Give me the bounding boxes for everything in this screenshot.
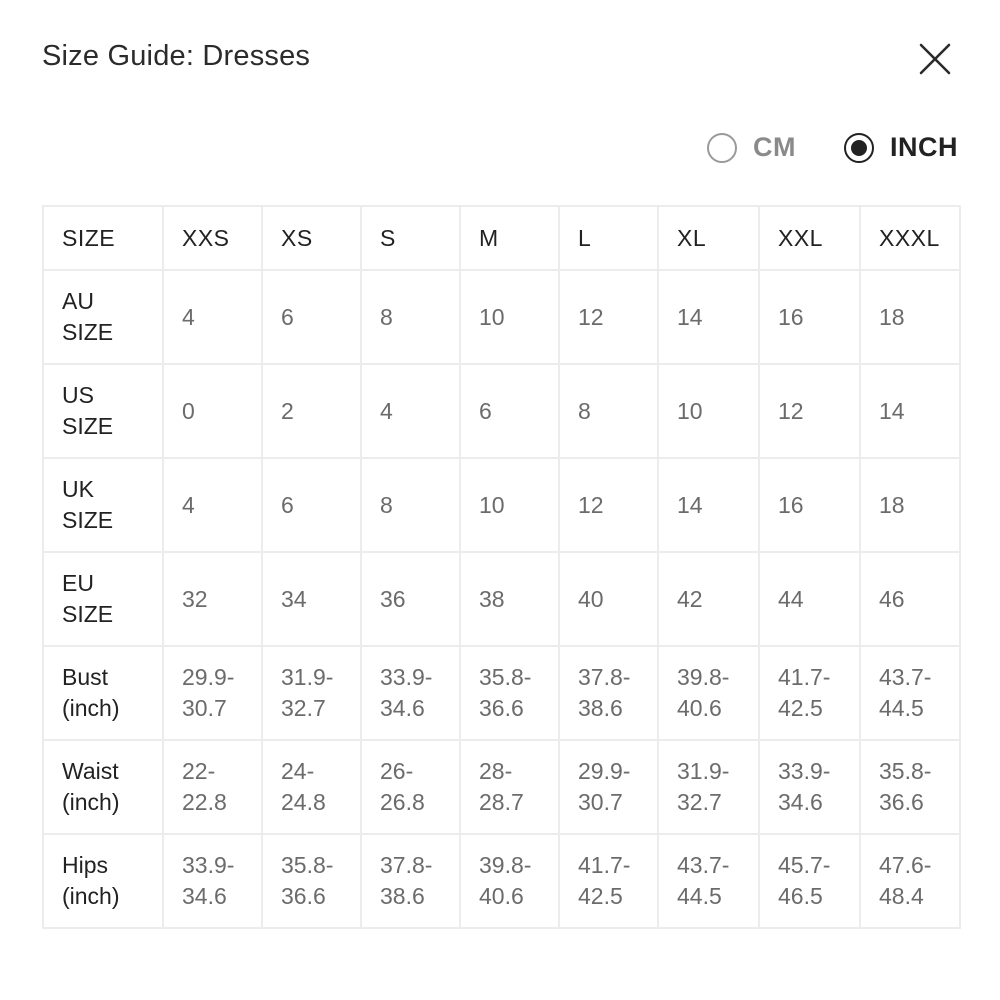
unit-option-cm[interactable]	[707, 132, 796, 163]
cell-value-line: 35.8-	[879, 758, 932, 784]
cell-value-line: 41.7-	[578, 852, 631, 878]
cell-value-line: 0	[182, 397, 195, 424]
table-cell	[361, 552, 460, 646]
cell-value-line: 26.8	[380, 789, 425, 815]
row-label-cell	[43, 646, 163, 740]
cell-value-line: 42	[677, 585, 703, 612]
row-label-line: Hips	[62, 852, 109, 878]
table-cell	[759, 740, 860, 834]
cm-label: CM	[753, 132, 796, 162]
table-cell	[559, 646, 658, 740]
modal-title: Size Guide: Dresses	[42, 40, 311, 72]
header-cell: L	[559, 206, 658, 270]
table-cell	[559, 552, 658, 646]
cell-value-line: 35.8-	[479, 664, 532, 690]
table-cell	[559, 834, 658, 928]
table-cell	[658, 364, 759, 458]
cell-value-line: 46	[879, 585, 905, 612]
cell-value-line: 12	[778, 397, 804, 424]
table-cell	[262, 834, 361, 928]
row-label-cell	[43, 740, 163, 834]
row-label-line: (inch)	[62, 789, 120, 815]
table-cell	[460, 270, 559, 364]
cell-value-line: 44.5	[677, 883, 722, 909]
close-button[interactable]	[912, 36, 958, 82]
table-cell	[860, 646, 960, 740]
table-row	[43, 364, 960, 458]
table-cell	[658, 270, 759, 364]
cell-value-line: 41.7-	[778, 664, 831, 690]
row-label-line: Bust	[62, 664, 109, 690]
table-cell	[262, 646, 361, 740]
size-table	[42, 205, 961, 929]
cell-value-line: 37.8-	[578, 664, 631, 690]
row-label-cell	[43, 364, 163, 458]
row-label-line: SIZE	[62, 319, 114, 345]
cell-value-line: 42.5	[778, 695, 823, 721]
table-cell	[759, 458, 860, 552]
table-cell	[262, 270, 361, 364]
cell-value-line: 2	[281, 397, 294, 424]
table-row	[43, 834, 960, 928]
header-cell: XL	[658, 206, 759, 270]
cell-value-line: 46.5	[778, 883, 823, 909]
header-cell: XXXL	[860, 206, 960, 270]
row-label-cell	[43, 270, 163, 364]
table-cell	[361, 364, 460, 458]
close-icon	[912, 36, 958, 82]
table-cell	[658, 552, 759, 646]
header-cell-size: SIZE	[43, 206, 163, 270]
table-cell	[361, 646, 460, 740]
row-label-line: UK	[62, 476, 94, 502]
cell-value-line: 34	[281, 585, 307, 612]
cell-value-line: 4	[182, 491, 195, 518]
cell-value-line: 33.9-	[380, 664, 433, 690]
table-cell	[262, 364, 361, 458]
cell-value-line: 26-	[380, 758, 414, 784]
cell-value-line: 16	[778, 303, 804, 330]
cell-value-line: 39.8-	[677, 664, 730, 690]
row-label-line: Waist	[62, 758, 119, 784]
cell-value-line: 42.5	[578, 883, 623, 909]
table-cell	[163, 646, 262, 740]
table-cell	[163, 364, 262, 458]
table-cell	[658, 834, 759, 928]
row-label-line: US	[62, 382, 94, 408]
cell-value-line: 34.6	[380, 695, 425, 721]
cell-value-line: 35.8-	[281, 852, 334, 878]
table-cell	[860, 740, 960, 834]
cell-value-line: 14	[677, 303, 703, 330]
table-cell	[559, 740, 658, 834]
row-label-line: EU	[62, 570, 94, 596]
cell-value-line: 18	[879, 303, 905, 330]
cell-value-line: 32.7	[281, 695, 326, 721]
table-cell	[361, 270, 460, 364]
cell-value-line: 14	[677, 491, 703, 518]
cell-value-line: 24-	[281, 758, 315, 784]
cell-value-line: 33.9-	[778, 758, 831, 784]
table-cell	[860, 834, 960, 928]
cell-value-line: 36.6	[281, 883, 326, 909]
table-cell	[361, 740, 460, 834]
cell-value-line: 36.6	[479, 695, 524, 721]
cell-value-line: 43.7-	[879, 664, 932, 690]
cell-value-line: 37.8-	[380, 852, 433, 878]
cell-value-line: 6	[479, 397, 492, 424]
table-cell	[361, 458, 460, 552]
cell-value-line: 4	[182, 303, 195, 330]
cell-value-line: 32.7	[677, 789, 722, 815]
cell-value-line: 4	[380, 397, 393, 424]
cell-value-line: 44.5	[879, 695, 924, 721]
table-cell	[361, 834, 460, 928]
cell-value-line: 22.8	[182, 789, 227, 815]
header-cell: XXS	[163, 206, 262, 270]
header-cell: M	[460, 206, 559, 270]
cell-value-line: 30.7	[578, 789, 623, 815]
header-cell: S	[361, 206, 460, 270]
row-label-line: SIZE	[62, 413, 114, 439]
table-cell	[262, 552, 361, 646]
cell-value-line: 28.7	[479, 789, 524, 815]
cell-value-line: 38.6	[578, 695, 623, 721]
cell-value-line: 10	[479, 303, 505, 330]
table-cell	[262, 458, 361, 552]
table-cell	[460, 834, 559, 928]
table-cell	[759, 364, 860, 458]
cell-value-line: 40.6	[479, 883, 524, 909]
cell-value-line: 31.9-	[677, 758, 730, 784]
table-cell	[460, 646, 559, 740]
table-cell	[759, 834, 860, 928]
cell-value-line: 36.6	[879, 789, 924, 815]
table-cell	[460, 740, 559, 834]
cell-value-line: 6	[281, 491, 294, 518]
table-cell	[559, 270, 658, 364]
table-row	[43, 552, 960, 646]
cell-value-line: 38.6	[380, 883, 425, 909]
row-label-cell	[43, 552, 163, 646]
cell-value-line: 31.9-	[281, 664, 334, 690]
table-cell	[460, 552, 559, 646]
table-cell	[559, 364, 658, 458]
cell-value-line: 47.6-	[879, 852, 932, 878]
inch-radio[interactable]	[844, 133, 874, 163]
table-cell	[163, 552, 262, 646]
header-cell: XS	[262, 206, 361, 270]
table-cell	[658, 458, 759, 552]
cell-value-line: 34.6	[778, 789, 823, 815]
cell-value-line: 33.9-	[182, 852, 235, 878]
cell-value-line: 40.6	[677, 695, 722, 721]
table-row	[43, 740, 960, 834]
cell-value-line: 16	[778, 491, 804, 518]
cell-value-line: 28-	[479, 758, 513, 784]
cell-value-line: 30.7	[182, 695, 227, 721]
table-cell	[460, 364, 559, 458]
table-cell	[759, 270, 860, 364]
table-cell	[658, 740, 759, 834]
table-row	[43, 458, 960, 552]
cell-value-line: 39.8-	[479, 852, 532, 878]
cm-radio[interactable]	[707, 133, 737, 163]
cell-value-line: 38	[479, 585, 505, 612]
table-cell	[163, 834, 262, 928]
cell-value-line: 48.4	[879, 883, 924, 909]
table-cell	[163, 740, 262, 834]
cell-value-line: 34.6	[182, 883, 227, 909]
table-cell	[658, 646, 759, 740]
table-cell	[163, 458, 262, 552]
table-body	[43, 206, 960, 928]
table-cell	[163, 270, 262, 364]
cell-value-line: 12	[578, 303, 604, 330]
table-header-row	[43, 206, 960, 270]
inch-label: INCH	[890, 132, 958, 162]
row-label-line: (inch)	[62, 695, 120, 721]
unit-option-inch[interactable]	[844, 132, 958, 163]
cell-value-line: 18	[879, 491, 905, 518]
unit-toggle	[707, 132, 958, 163]
cell-value-line: 22-	[182, 758, 216, 784]
table-cell	[262, 740, 361, 834]
cell-value-line: 32	[182, 585, 208, 612]
cell-value-line: 43.7-	[677, 852, 730, 878]
header-cell: XXL	[759, 206, 860, 270]
cell-value-line: 8	[380, 303, 393, 330]
table-cell	[759, 646, 860, 740]
cell-value-line: 40	[578, 585, 604, 612]
table-row	[43, 270, 960, 364]
cell-value-line: 14	[879, 397, 905, 424]
table-cell	[860, 458, 960, 552]
table-cell	[559, 458, 658, 552]
table-cell	[860, 270, 960, 364]
row-label-line: SIZE	[62, 507, 114, 533]
cell-value-line: 24.8	[281, 789, 326, 815]
cell-value-line: 10	[479, 491, 505, 518]
row-label-line: SIZE	[62, 601, 114, 627]
cell-value-line: 36	[380, 585, 406, 612]
cell-value-line: 8	[380, 491, 393, 518]
cell-value-line: 45.7-	[778, 852, 831, 878]
cell-value-line: 29.9-	[182, 664, 235, 690]
table-cell	[759, 552, 860, 646]
table-cell	[460, 458, 559, 552]
row-label-line: AU	[62, 288, 94, 314]
cell-value-line: 29.9-	[578, 758, 631, 784]
cell-value-line: 6	[281, 303, 294, 330]
table-row	[43, 646, 960, 740]
cell-value-line: 44	[778, 585, 804, 612]
row-label-line: (inch)	[62, 883, 120, 909]
table-cell	[860, 552, 960, 646]
row-label-cell	[43, 834, 163, 928]
cell-value-line: 8	[578, 397, 591, 424]
cell-value-line: 10	[677, 397, 703, 424]
radio-selected-dot	[851, 140, 867, 156]
cell-value-line: 12	[578, 491, 604, 518]
table-cell	[860, 364, 960, 458]
row-label-cell	[43, 458, 163, 552]
